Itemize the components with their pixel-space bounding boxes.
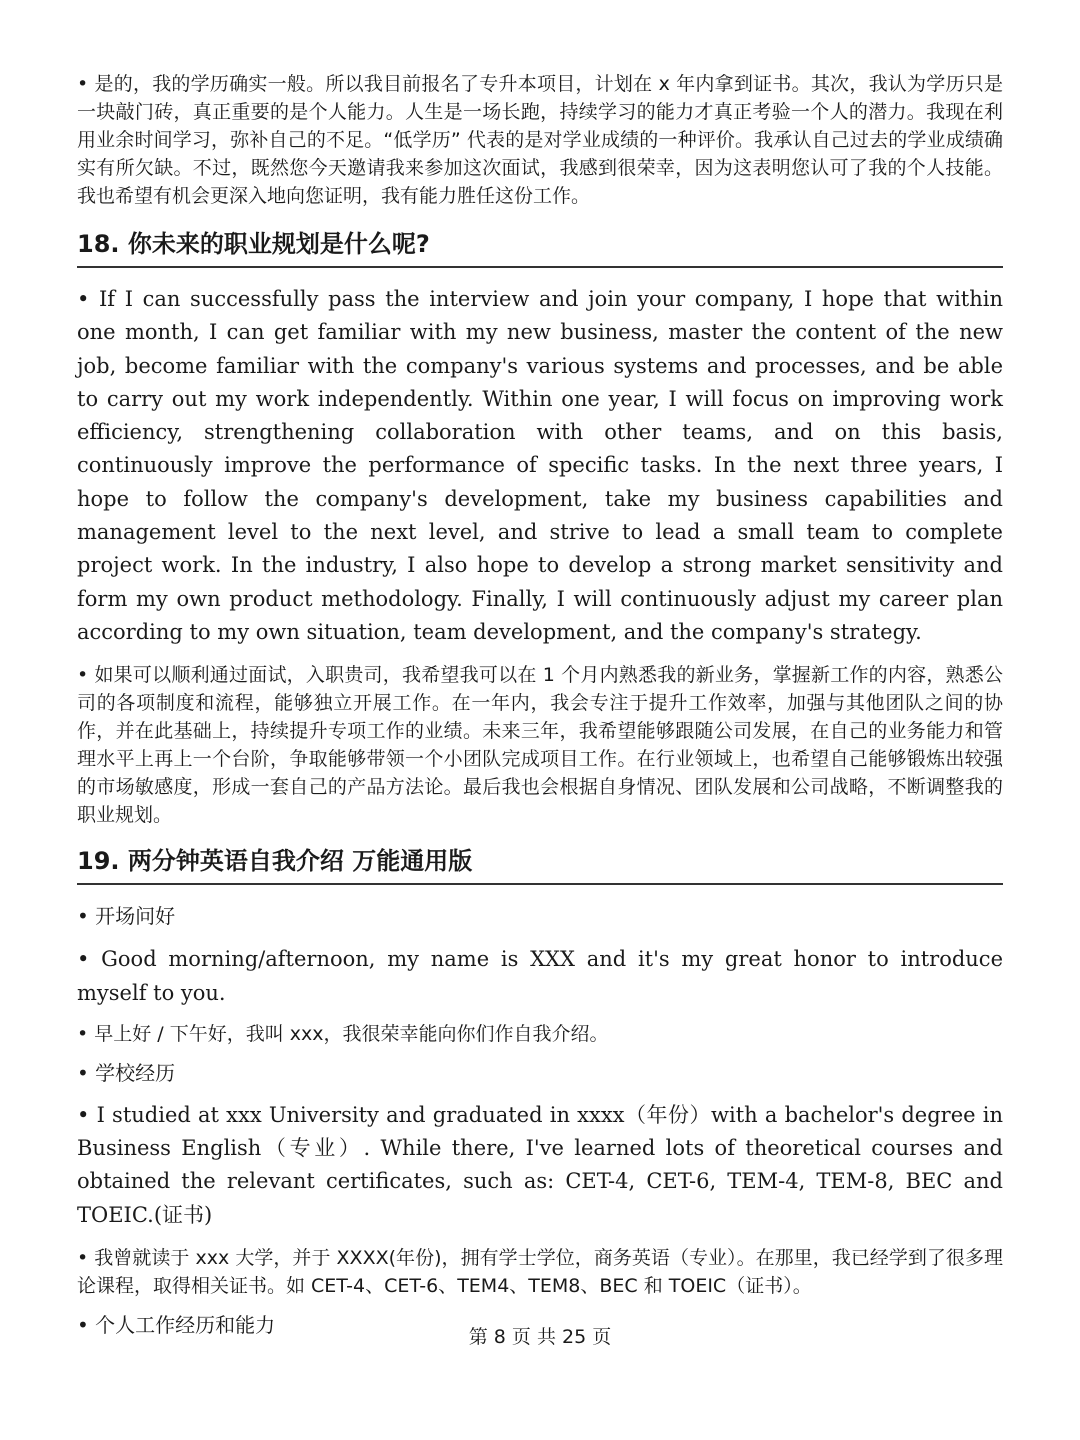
school-label: • 学校经历: [77, 1060, 176, 1085]
greeting-label: • 开场问好: [77, 904, 176, 929]
section-heading-18: [77, 226, 1003, 268]
document-page: [77, 70, 1003, 1340]
career-plan-paragraph-en: • If I can successfully pass the interview and join your company, I hope that within one month, I can get familiar with my new business, master the content of the new job, become familiar with the company's various systems and processes, and be able to carry out my work independently. Within one year, I will focus on improving work efficiency, strengthening collaboration with other teams, and on this basis, continuously improve the performance of specific tasks. In the next three years, I hope to follow the company's development, take my business capabilities and management level to the next level, and strive to lead a small team to complete project work. In the industry, I also hope to develop a strong market sensitivity and form my own product methodology. Finally, I will continuously adjust my career plan according to my own situation, team development, and the company's strategy.: [77, 287, 1003, 644]
school-paragraph-en: • I studied at xxx University and graduated in xxxx（年份）with a bachelor's degree in Business English（专业）. While there, I've learned lots of theoretical courses and obtained the relevant certificates, such as: CET-4, CET-6, TEM-4, TEM-8, BEC and TOEIC.(证书): [77, 1102, 1003, 1227]
work-label: • 个人工作经历和能力: [77, 1313, 276, 1338]
intro-paragraph-zh: • 是的，我的学历确实一般。所以我目前报名了专升本项目，计划在 x 年内拿到证书。其次，我认为学历只是一块敲门砖，真正重要的是个人能力。人生是一场长跑，持续学习的能力才真正考验一个人的潜力。我现在利用业余时间学习，弥补自己的不足。“低学历” 代表的是对学业成绩的一种评价。我承认自己过去的学业成绩确实有所欠缺。不过，既然您今天邀请我来参加这次面试，我感到很荣幸，因为这表明您认可了我的个人技能。我也希望有机会更深入地向您证明，我有能力胜任这份工作。: [77, 73, 1003, 207]
section-heading-18-text: 18. 你未来的职业规划是什么呢?: [77, 230, 430, 258]
section-heading-19-text: 19. 两分钟英语自我介绍 万能通用版: [77, 847, 473, 876]
section-heading-19: [77, 843, 1003, 885]
greeting-paragraph-zh: • 早上好 / 下午好，我叫 xxx，我很荣幸能向你们作自我介绍。: [77, 1022, 609, 1045]
school-paragraph-zh: • 我曾就读于 xxx 大学，并于 XXXX(年份)，拥有学士学位，商务英语（专业）。在那里，我已经学到了很多理论课程，取得相关证书。如 CET-4、CET-6、TEM4、TEM8、BEC 和 TOEIC（证书）。: [77, 1247, 1003, 1298]
career-plan-paragraph-zh: • 如果可以顺利通过面试，入职贵司，我希望我可以在 1 个月内熟悉我的新业务，掌握新工作的内容，熟悉公司的各项制度和流程，能够独立开展工作。在一年内，我会专注于提升工作效率，加强与其他团队之间的协作，并在此基础上，持续提升专项工作的业绩。未来三年，我希望能够跟随公司发展，在自己的业务能力和管理水平上再上一个台阶，争取能够带领一个小团队完成项目工作。在行业领域上，也希望自己能够锻炼出较强的市场敏感度，形成一套自己的产品方法论。最后我也会根据自身情况、团队发展和公司战略，不断调整我的职业规划。: [77, 664, 1003, 827]
greeting-paragraph-en: • Good morning/afternoon, my name is XXX and it's my great honor to introduce myself to you.: [77, 947, 1003, 1005]
page-footer: 第 8 页 共 25 页: [468, 1326, 612, 1348]
